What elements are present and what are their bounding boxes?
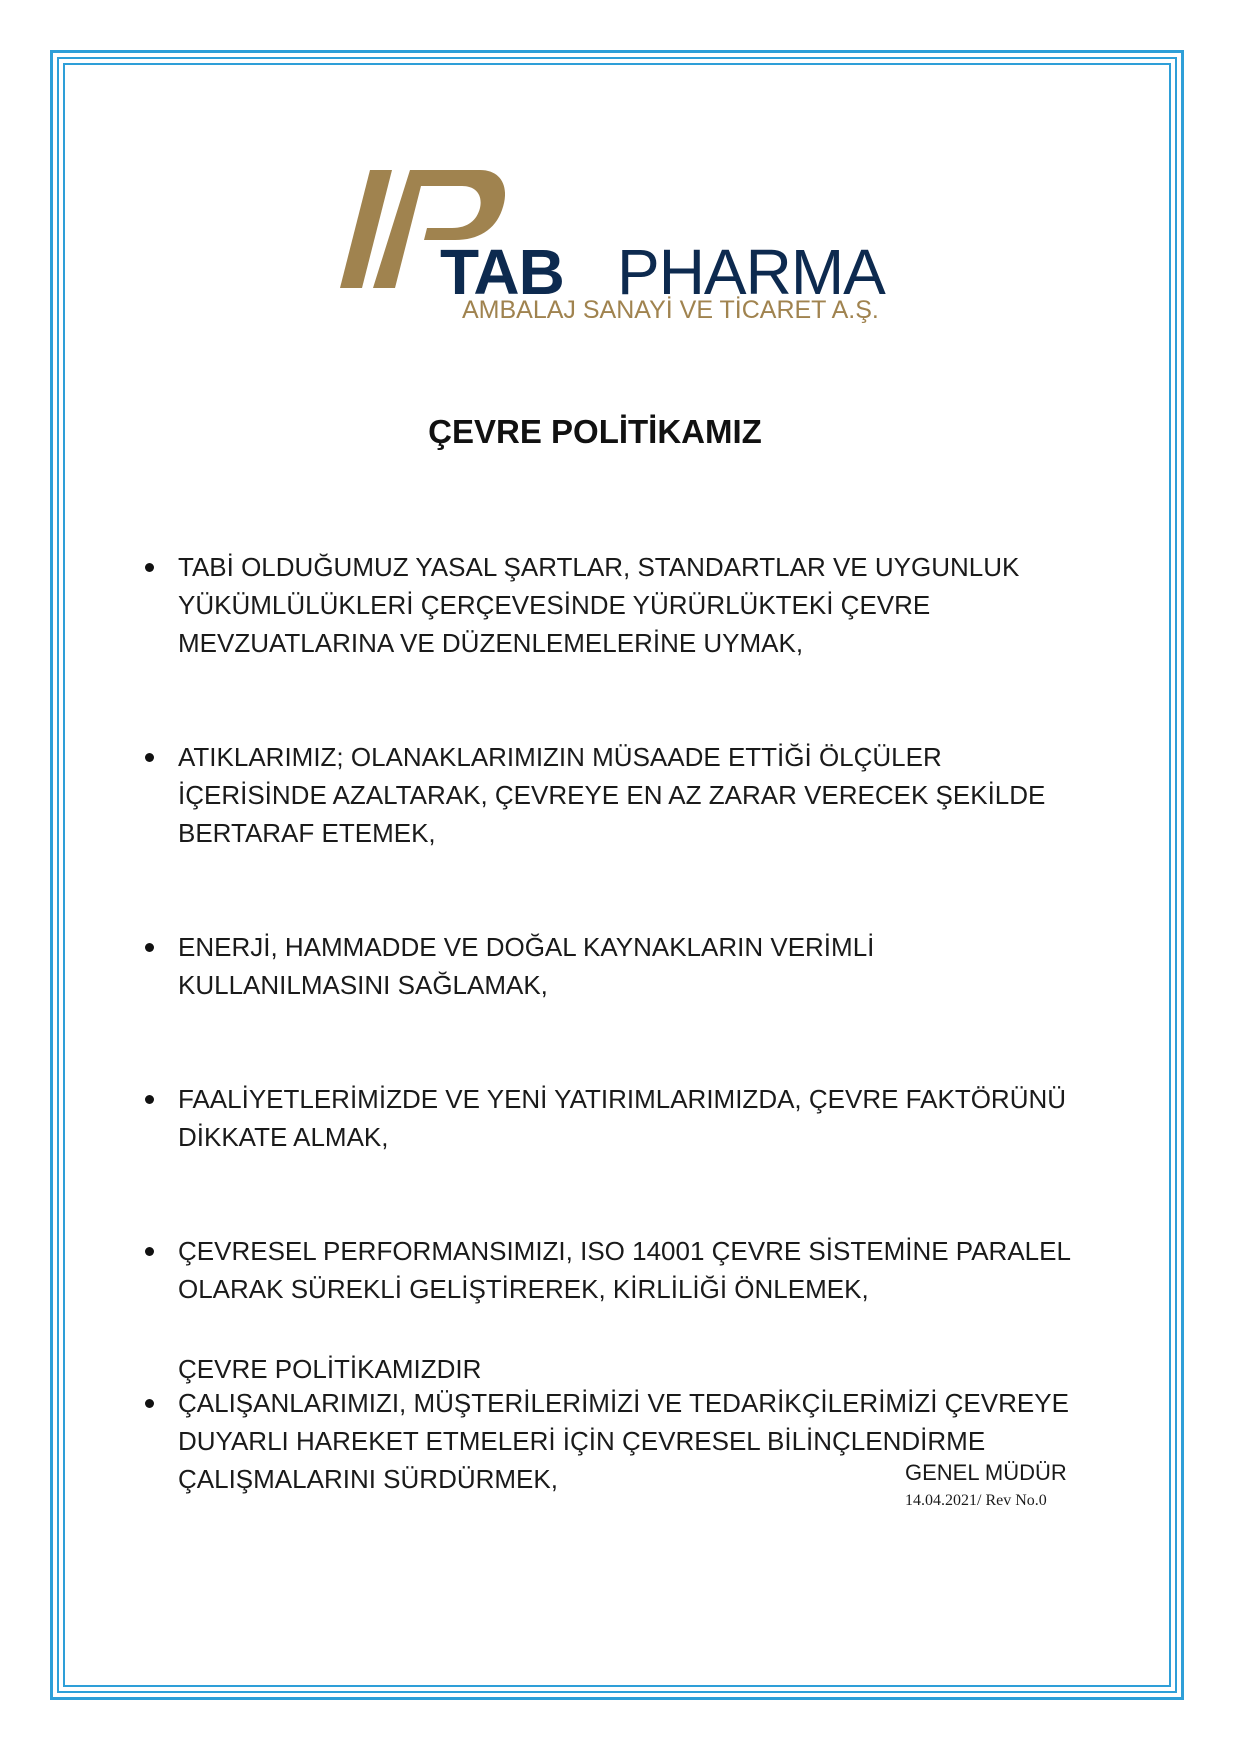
bullet-icon [145,1399,154,1408]
policy-item [178,1232,1078,1308]
policy-line: YÜKÜMLÜLÜKLERİ ÇERÇEVESİNDE YÜRÜRLÜKTEKİ ÇEVRE [178,590,931,620]
policy-line: ENERJİ, HAMMADDE VE DOĞAL KAYNAKLARIN VERİMLİ [178,932,875,962]
policy-line: KULLANILMASINI SAĞLAMAK, [178,970,548,1000]
logo-brand-light: PHARMA [617,236,885,308]
bullet-icon [145,563,154,572]
policy-line: DİKKATE ALMAK, [178,1122,389,1152]
policy-line: FAALİYETLERİMİZDE VE YENİ YATIRIMLARIMIZDA, ÇEVRE FAKTÖRÜNÜ [178,1084,1067,1114]
signature-title: GENEL MÜDÜR [905,1460,1067,1485]
policy-line: DUYARLI HAREKET ETMELERİ İÇİN ÇEVRESEL BİLİNÇLENDİRME [178,1426,986,1456]
document-title: ÇEVRE POLİTİKAMIZ [428,413,762,450]
policy-item [178,1080,1078,1156]
bullet-icon [145,1247,154,1256]
policy-item [178,928,1078,1004]
policy-line: TABİ OLDUĞUMUZ YASAL ŞARTLAR, STANDARTLAR VE UYGUNLUK [178,552,1020,582]
closing-statement: ÇEVRE POLİTİKAMIZDIR [178,1354,482,1384]
policy-line: ÇALIŞANLARIMIZI, MÜŞTERİLERİMİZİ VE TEDARİKÇİLERİMİZİ ÇEVREYE [178,1388,1069,1418]
policy-line: ÇEVRESEL PERFORMANSIMIZI, ISO 14001 ÇEVRE SİSTEMİNE PARALEL [178,1236,1071,1266]
bullet-icon [145,753,154,762]
logo-brand-bold: TAB [440,236,564,308]
company-logo [340,170,885,330]
policy-line: MEVZUATLARINA VE DÜZENLEMELERİNE UYMAK, [178,628,804,658]
policy-line: İÇERİSİNDE AZALTARAK, ÇEVREYE EN AZ ZARAR VERECEK ŞEKİLDE [178,780,1046,810]
policy-line: BERTARAF ETEMEK, [178,818,436,848]
policy-list [178,548,1078,1574]
policy-item [178,738,1078,852]
bullet-icon [145,1095,154,1104]
signature-date-revision: 14.04.2021/ Rev No.0 [905,1492,1047,1509]
logo-subtitle: AMBALAJ SANAYİ VE TİCARET A.Ş. [462,296,879,324]
policy-item [178,548,1078,662]
policy-line: ATIKLARIMIZ; OLANAKLARIMIZIN MÜSAADE ETTİĞİ ÖLÇÜLER [178,742,942,772]
policy-line: OLARAK SÜREKLİ GELİŞTİREREK, KİRLİLİĞİ ÖNLEMEK, [178,1274,869,1304]
bullet-icon [145,943,154,952]
policy-line: ÇALIŞMALARINI SÜRDÜRMEK, [178,1464,558,1494]
